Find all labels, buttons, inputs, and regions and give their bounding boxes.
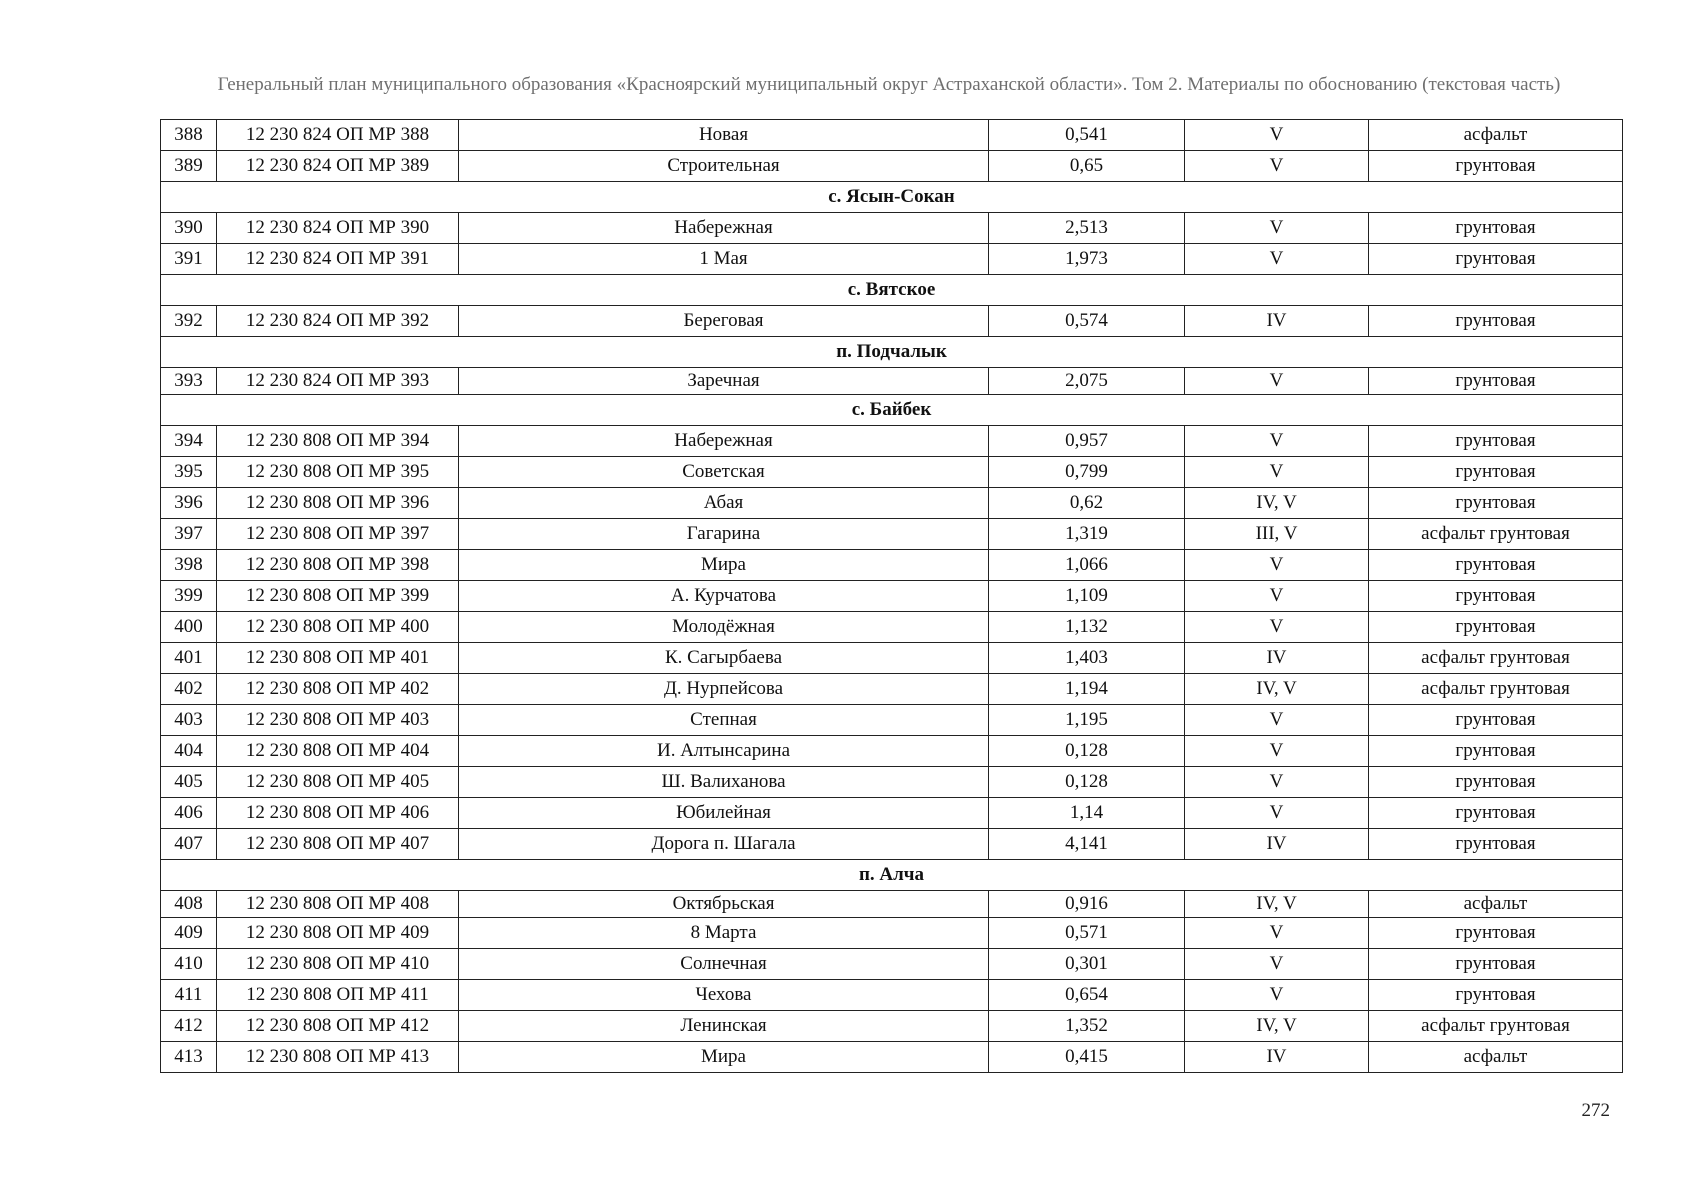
surface-cell: грунтовая — [1369, 368, 1623, 395]
roads-table-body — [161, 120, 1623, 1073]
length-cell: 1,195 — [989, 705, 1185, 736]
length-cell: 1,319 — [989, 519, 1185, 550]
street-name-cell: 8 Марта — [459, 918, 989, 949]
category-cell: V — [1185, 120, 1369, 151]
table-row — [161, 980, 1623, 1011]
length-cell: 4,141 — [989, 829, 1185, 860]
surface-cell: грунтовая — [1369, 306, 1623, 337]
street-name-cell: Новая — [459, 120, 989, 151]
category-cell: V — [1185, 980, 1369, 1011]
surface-cell: грунтовая — [1369, 457, 1623, 488]
length-cell: 1,973 — [989, 244, 1185, 275]
category-cell: V — [1185, 705, 1369, 736]
table-row — [161, 1011, 1623, 1042]
category-cell: IV, V — [1185, 488, 1369, 519]
street-name-cell: Молодёжная — [459, 612, 989, 643]
table-row — [161, 519, 1623, 550]
length-cell: 0,654 — [989, 980, 1185, 1011]
section-row — [161, 275, 1623, 306]
category-cell: V — [1185, 612, 1369, 643]
road-code-cell: 12 230 824 ОП МР 393 — [217, 368, 459, 395]
category-cell: V — [1185, 918, 1369, 949]
row-number-cell: 388 — [161, 120, 217, 151]
category-cell: V — [1185, 581, 1369, 612]
category-cell: V — [1185, 767, 1369, 798]
length-cell: 0,574 — [989, 306, 1185, 337]
road-code-cell: 12 230 808 ОП МР 405 — [217, 767, 459, 798]
table-row — [161, 705, 1623, 736]
length-cell: 0,957 — [989, 426, 1185, 457]
length-cell: 1,066 — [989, 550, 1185, 581]
length-cell: 1,132 — [989, 612, 1185, 643]
road-code-cell: 12 230 808 ОП МР 401 — [217, 643, 459, 674]
length-cell: 0,65 — [989, 151, 1185, 182]
row-number-cell: 398 — [161, 550, 217, 581]
street-name-cell: Мира — [459, 1042, 989, 1073]
street-name-cell: Солнечная — [459, 949, 989, 980]
length-cell: 0,128 — [989, 736, 1185, 767]
surface-cell: грунтовая — [1369, 949, 1623, 980]
table-row — [161, 244, 1623, 275]
section-row — [161, 395, 1623, 426]
road-code-cell: 12 230 808 ОП МР 396 — [217, 488, 459, 519]
settlement-heading: п. Алча — [161, 860, 1623, 891]
length-cell: 0,301 — [989, 949, 1185, 980]
street-name-cell: Чехова — [459, 980, 989, 1011]
row-number-cell: 400 — [161, 612, 217, 643]
street-name-cell: Дорога п. Шагала — [459, 829, 989, 860]
road-code-cell: 12 230 808 ОП МР 394 — [217, 426, 459, 457]
street-name-cell: Ленинская — [459, 1011, 989, 1042]
table-row — [161, 829, 1623, 860]
street-name-cell: А. Курчатова — [459, 581, 989, 612]
table-row — [161, 949, 1623, 980]
street-name-cell: И. Алтынсарина — [459, 736, 989, 767]
road-code-cell: 12 230 824 ОП МР 390 — [217, 213, 459, 244]
road-code-cell: 12 230 824 ОП МР 389 — [217, 151, 459, 182]
table-row — [161, 612, 1623, 643]
row-number-cell: 403 — [161, 705, 217, 736]
row-number-cell: 412 — [161, 1011, 217, 1042]
road-code-cell: 12 230 808 ОП МР 404 — [217, 736, 459, 767]
running-header: Генеральный план муниципального образования «Красноярский муниципальный округ Астраханской области». Том 2. Материалы по обоснованию (текстовая часть) — [217, 74, 1561, 95]
street-name-cell: 1 Мая — [459, 244, 989, 275]
category-cell: III, V — [1185, 519, 1369, 550]
street-name-cell: Заречная — [459, 368, 989, 395]
road-code-cell: 12 230 824 ОП МР 391 — [217, 244, 459, 275]
table-row — [161, 457, 1623, 488]
length-cell: 0,62 — [989, 488, 1185, 519]
surface-cell: асфальт грунтовая — [1369, 674, 1623, 705]
surface-cell: грунтовая — [1369, 550, 1623, 581]
length-cell: 1,109 — [989, 581, 1185, 612]
road-code-cell: 12 230 808 ОП МР 399 — [217, 581, 459, 612]
page-number: 272 — [1581, 1100, 1610, 1121]
row-number-cell: 405 — [161, 767, 217, 798]
table-row — [161, 550, 1623, 581]
surface-cell: асфальт — [1369, 891, 1623, 918]
category-cell: V — [1185, 368, 1369, 395]
category-cell: IV, V — [1185, 674, 1369, 705]
row-number-cell: 393 — [161, 368, 217, 395]
table-row — [161, 368, 1623, 395]
length-cell: 1,194 — [989, 674, 1185, 705]
length-cell: 0,799 — [989, 457, 1185, 488]
road-code-cell: 12 230 808 ОП МР 402 — [217, 674, 459, 705]
settlement-heading: с. Ясын-Сокан — [161, 182, 1623, 213]
category-cell: V — [1185, 426, 1369, 457]
road-code-cell: 12 230 808 ОП МР 400 — [217, 612, 459, 643]
street-name-cell: К. Сагырбаева — [459, 643, 989, 674]
table-row — [161, 918, 1623, 949]
street-name-cell: Д. Нурпейсова — [459, 674, 989, 705]
street-name-cell: Гагарина — [459, 519, 989, 550]
row-number-cell: 395 — [161, 457, 217, 488]
section-row — [161, 337, 1623, 368]
row-number-cell: 407 — [161, 829, 217, 860]
road-code-cell: 12 230 808 ОП МР 408 — [217, 891, 459, 918]
street-name-cell: Ш. Валиханова — [459, 767, 989, 798]
road-code-cell: 12 230 808 ОП МР 409 — [217, 918, 459, 949]
surface-cell: асфальт грунтовая — [1369, 519, 1623, 550]
table-row — [161, 798, 1623, 829]
row-number-cell: 394 — [161, 426, 217, 457]
street-name-cell: Строительная — [459, 151, 989, 182]
row-number-cell: 410 — [161, 949, 217, 980]
street-name-cell: Советская — [459, 457, 989, 488]
category-cell: IV — [1185, 306, 1369, 337]
table-row — [161, 120, 1623, 151]
road-code-cell: 12 230 808 ОП МР 411 — [217, 980, 459, 1011]
category-cell: V — [1185, 244, 1369, 275]
row-number-cell: 391 — [161, 244, 217, 275]
road-code-cell: 12 230 808 ОП МР 413 — [217, 1042, 459, 1073]
street-name-cell: Степная — [459, 705, 989, 736]
table-row — [161, 891, 1623, 918]
table-row — [161, 581, 1623, 612]
length-cell: 2,075 — [989, 368, 1185, 395]
row-number-cell: 413 — [161, 1042, 217, 1073]
row-number-cell: 389 — [161, 151, 217, 182]
surface-cell: грунтовая — [1369, 918, 1623, 949]
length-cell: 2,513 — [989, 213, 1185, 244]
length-cell: 0,916 — [989, 891, 1185, 918]
category-cell: IV, V — [1185, 1011, 1369, 1042]
length-cell: 0,415 — [989, 1042, 1185, 1073]
surface-cell: грунтовая — [1369, 767, 1623, 798]
street-name-cell: Абая — [459, 488, 989, 519]
surface-cell: асфальт грунтовая — [1369, 1011, 1623, 1042]
street-name-cell: Октябрьская — [459, 891, 989, 918]
street-name-cell: Юбилейная — [459, 798, 989, 829]
table-row — [161, 306, 1623, 337]
surface-cell: асфальт — [1369, 120, 1623, 151]
row-number-cell: 392 — [161, 306, 217, 337]
length-cell: 0,128 — [989, 767, 1185, 798]
table-row — [161, 151, 1623, 182]
surface-cell: грунтовая — [1369, 980, 1623, 1011]
street-name-cell: Мира — [459, 550, 989, 581]
table-row — [161, 213, 1623, 244]
road-code-cell: 12 230 824 ОП МР 388 — [217, 120, 459, 151]
table-row — [161, 426, 1623, 457]
category-cell: V — [1185, 736, 1369, 767]
table-row — [161, 643, 1623, 674]
settlement-heading: с. Байбек — [161, 395, 1623, 426]
length-cell: 1,14 — [989, 798, 1185, 829]
length-cell: 1,403 — [989, 643, 1185, 674]
section-row — [161, 182, 1623, 213]
surface-cell: грунтовая — [1369, 426, 1623, 457]
surface-cell: грунтовая — [1369, 488, 1623, 519]
category-cell: IV — [1185, 643, 1369, 674]
section-row — [161, 860, 1623, 891]
street-name-cell: Набережная — [459, 213, 989, 244]
settlement-heading: с. Вятское — [161, 275, 1623, 306]
row-number-cell: 390 — [161, 213, 217, 244]
surface-cell: грунтовая — [1369, 151, 1623, 182]
roads-table — [160, 119, 1623, 1073]
surface-cell: грунтовая — [1369, 736, 1623, 767]
length-cell: 0,541 — [989, 120, 1185, 151]
surface-cell: грунтовая — [1369, 244, 1623, 275]
row-number-cell: 411 — [161, 980, 217, 1011]
surface-cell: асфальт грунтовая — [1369, 643, 1623, 674]
surface-cell: грунтовая — [1369, 829, 1623, 860]
road-code-cell: 12 230 808 ОП МР 410 — [217, 949, 459, 980]
surface-cell: грунтовая — [1369, 581, 1623, 612]
road-code-cell: 12 230 808 ОП МР 403 — [217, 705, 459, 736]
category-cell: V — [1185, 798, 1369, 829]
row-number-cell: 409 — [161, 918, 217, 949]
row-number-cell: 401 — [161, 643, 217, 674]
road-code-cell: 12 230 808 ОП МР 412 — [217, 1011, 459, 1042]
table-row — [161, 736, 1623, 767]
table-row — [161, 767, 1623, 798]
surface-cell: грунтовая — [1369, 213, 1623, 244]
category-cell: V — [1185, 550, 1369, 581]
table-row — [161, 488, 1623, 519]
row-number-cell: 399 — [161, 581, 217, 612]
length-cell: 1,352 — [989, 1011, 1185, 1042]
road-code-cell: 12 230 808 ОП МР 406 — [217, 798, 459, 829]
surface-cell: грунтовая — [1369, 798, 1623, 829]
road-code-cell: 12 230 808 ОП МР 407 — [217, 829, 459, 860]
row-number-cell: 402 — [161, 674, 217, 705]
surface-cell: асфальт — [1369, 1042, 1623, 1073]
category-cell: IV — [1185, 829, 1369, 860]
row-number-cell: 397 — [161, 519, 217, 550]
road-code-cell: 12 230 808 ОП МР 395 — [217, 457, 459, 488]
table-row — [161, 674, 1623, 705]
table-row — [161, 1042, 1623, 1073]
row-number-cell: 408 — [161, 891, 217, 918]
category-cell: V — [1185, 457, 1369, 488]
category-cell: V — [1185, 213, 1369, 244]
category-cell: IV, V — [1185, 891, 1369, 918]
category-cell: IV — [1185, 1042, 1369, 1073]
row-number-cell: 396 — [161, 488, 217, 519]
road-code-cell: 12 230 824 ОП МР 392 — [217, 306, 459, 337]
surface-cell: грунтовая — [1369, 612, 1623, 643]
length-cell: 0,571 — [989, 918, 1185, 949]
street-name-cell: Береговая — [459, 306, 989, 337]
road-code-cell: 12 230 808 ОП МР 398 — [217, 550, 459, 581]
street-name-cell: Набережная — [459, 426, 989, 457]
settlement-heading: п. Подчалык — [161, 337, 1623, 368]
surface-cell: грунтовая — [1369, 705, 1623, 736]
category-cell: V — [1185, 151, 1369, 182]
row-number-cell: 404 — [161, 736, 217, 767]
category-cell: V — [1185, 949, 1369, 980]
road-code-cell: 12 230 808 ОП МР 397 — [217, 519, 459, 550]
row-number-cell: 406 — [161, 798, 217, 829]
